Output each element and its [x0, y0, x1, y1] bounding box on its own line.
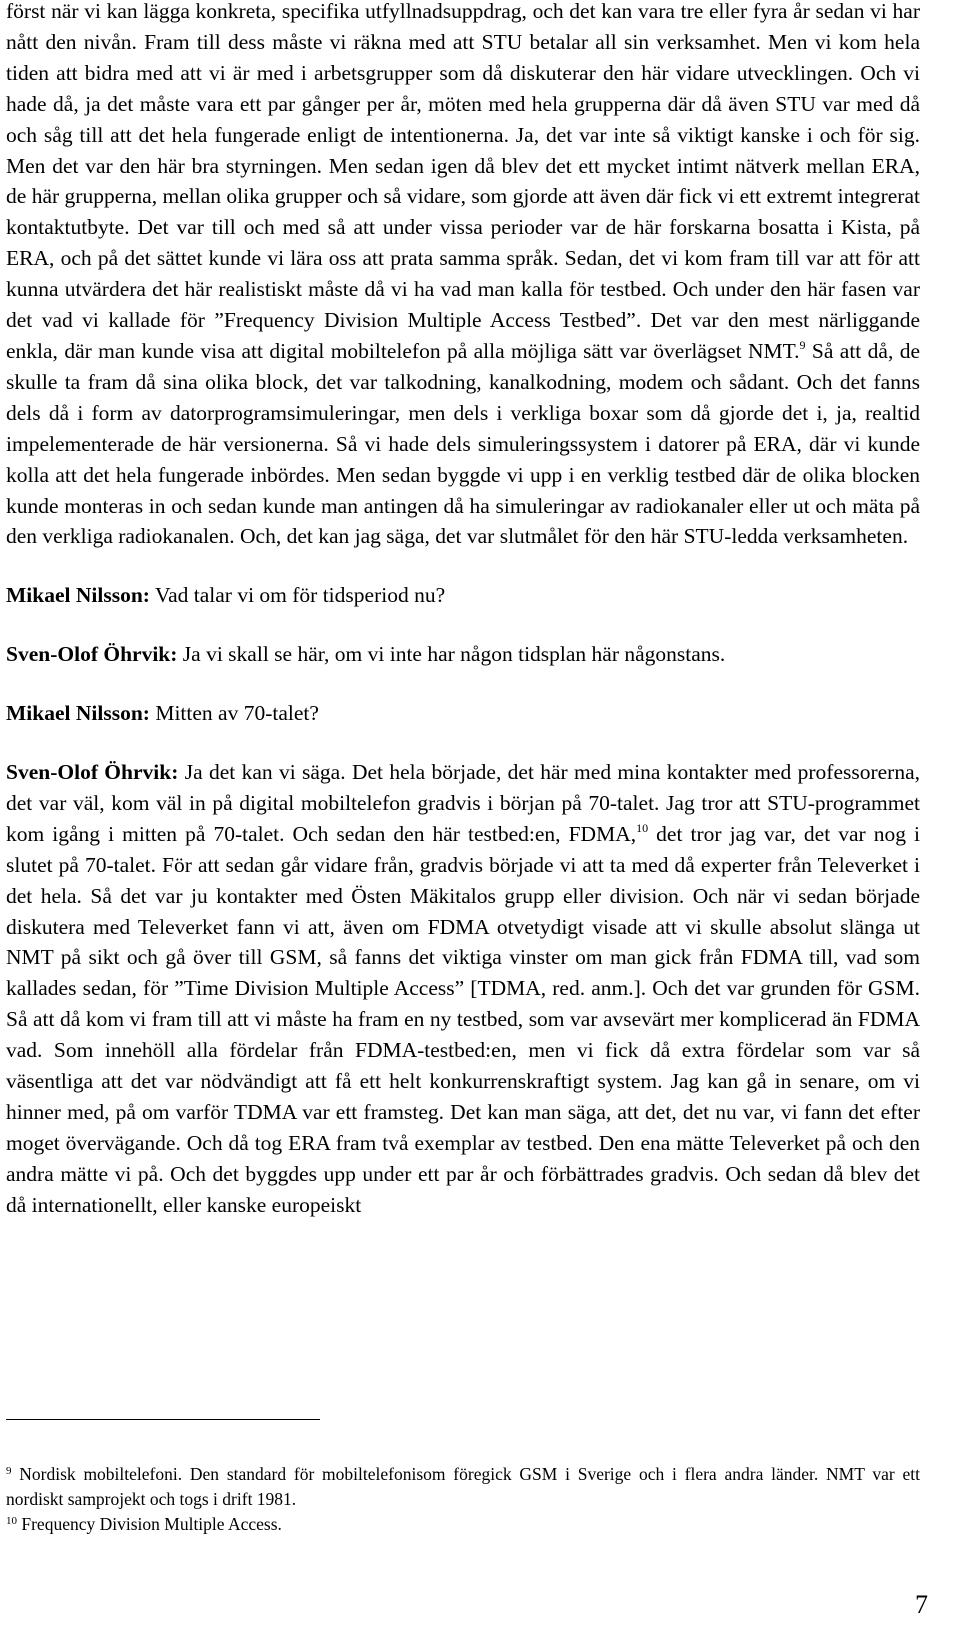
- footnote-9: [6, 1462, 920, 1512]
- footnote-ref-9[interactable]: 9: [799, 337, 806, 352]
- footnote-ref-10[interactable]: 10: [636, 820, 649, 835]
- footnote-separator: [6, 1419, 320, 1420]
- footnote-number: 9: [6, 1465, 12, 1477]
- footnote-number: 10: [6, 1515, 17, 1527]
- footnote-text: Frequency Division Multiple Access.: [17, 1514, 282, 1534]
- utterance-text-part-2: det tror jag var, det var nog i slutet på 70-talet. För att sedan går vidare från, gradvis började vi att ta med då experter från Televerket i det hela. Så det var ju kontakter med Östen Mäkitalos grupp eller division. Och när vi sedan började diskutera med Televerket fann vi att, även om FDMA otvetydigt visade att vi skulle absolut slänga ut NMT på sikt och gå över till GSM, så fanns det viktiga vinster om man gick från FDMA till, vad som kallades sedan, för ”Time Division Multiple Access” [TDMA, red. anm.]. Och det var grunden för GSM. Så att då kom vi fram till att vi måste ha fram en ny testbed, som var avsevärt mer komplicerad än FDMA vad. Som innehöll alla fördelar från FDMA-testbed:en, men vi fick då extra fördelar som var så väsentliga att det var nödvändigt att få ett helt konkurrenskraftigt system. Jag kan gå in senare, om vi hinner med, på om varför TDMA var ett framsteg. Det kan man säga, att det, det nu var, vi fann det efter moget övervägande. Och då tog ERA fram två exemplar av testbed. Den ena mätte Televerket på och den andra mätte vi på. Och det byggdes upp under ett par år och förbättrades gradvis. Och sedan då blev det då internationellt, eller kanske europeiskt: [6, 821, 921, 1217]
- utterance-text: Ja vi skall se här, om vi inte har någon tidsplan här någonstans.: [177, 642, 726, 667]
- dialogue-turn: [6, 698, 920, 729]
- dialogue-turn: [6, 639, 920, 670]
- utterance-text: Vad talar vi om för tidsperiod nu?: [149, 583, 446, 608]
- utterance-text-part-1: Ja det kan vi säga. Det hela började, det här med mina kontakter med professorerna, det var väl, kom väl in på digital mobiltelefon gradvis i början på 70-talet. Jag tror att STU-programmet kom igång i mitten på 70-talet. Och sedan den här testbed:en, FDMA,: [6, 760, 920, 846]
- speaker-name: Sven-Olof Öhrvik:: [6, 760, 179, 785]
- page-body: [6, 0, 920, 1221]
- footnotes: [6, 1462, 920, 1537]
- page-number: 7: [915, 1590, 928, 1619]
- dialogue-turn-final: [6, 757, 920, 1221]
- footnote-text: Nordisk mobiltelefoni. Den standard för mobiltelefonisom föregick GSM i Sverige och i flera andra länder. NMT var ett nordiskt samprojekt och togs i drift 1981.: [6, 1464, 920, 1509]
- speaker-name: Sven-Olof Öhrvik:: [6, 642, 178, 667]
- intro-text-part-2: Så att då, de skulle ta fram då sina olika block, det var talkodning, kanalkodning, modem och sådant. Och det fanns dels då i form av datorprogramsimuleringar, men dels i verkliga boxar som då gjorde det i, ja, realtid impelementerade de här versionerna. Så vi hade dels simuleringssystem i datorer på ERA, där vi kunde kolla att det hela fungerade inbördes. Men sedan byggde vi upp i en verklig testbed där de olika blocken kunde monteras in och sedan kunde man antingen då ha simuleringar av radiokanaler eller ut och mäta på den verkliga radiokanalen. Och, det kan jag säga, det var slutmålet för den här STU-ledda verksamheten.: [6, 338, 921, 549]
- speaker-name: Mikael Nilsson:: [6, 583, 150, 608]
- intro-text-part-1: först när vi kan lägga konkreta, specifika utfyllnadsuppdrag, och det kan vara tre eller fyra år sedan vi har nått den nivån. Fram till dess måste vi räkna med att STU betalar all sin verksamhet. Men vi kom hela tiden att bidra med att vi är med i arbetsgrupper som då diskuterar den här vidare utvecklingen. Och vi hade då, ja det måste vara ett par gånger per år, möten med hela grupperna där då även STU var med då och såg till att det hela fungerade enligt de intentionerna. Ja, det var inte så viktigt kanske i och för sig. Men det var den här bra styrningen. Men sedan igen då blev det ett mycket intimt nätverk mellan ERA, de här grupperna, mellan olika grupper och så vidare, som gjorde att även där fick vi ett extremt integrerat kontaktutbyte. Det var till och med så att under vissa perioder var de här forskarna bosatta i Kista, på ERA, och på det sättet kunde vi lära oss att prata samma språk. Sedan, det vi kom fram till var att för att kunna utvärdera det här realistiskt måste då vi ha vad man kalla för testbed. Och under den här fasen var det vad vi kallade för ”Frequency Division Multiple Access Testbed”. Det var den mest närliggande enkla, där man kunde visa att digital mobiltelefon på alla möjliga sätt var överlägset NMT.: [6, 0, 920, 363]
- speaker-name: Mikael Nilsson:: [6, 701, 150, 726]
- footnote-10: [6, 1512, 920, 1537]
- dialogue-turn: [6, 580, 920, 611]
- intro-paragraph: [6, 0, 920, 552]
- utterance-text: Mitten av 70-talet?: [149, 701, 319, 726]
